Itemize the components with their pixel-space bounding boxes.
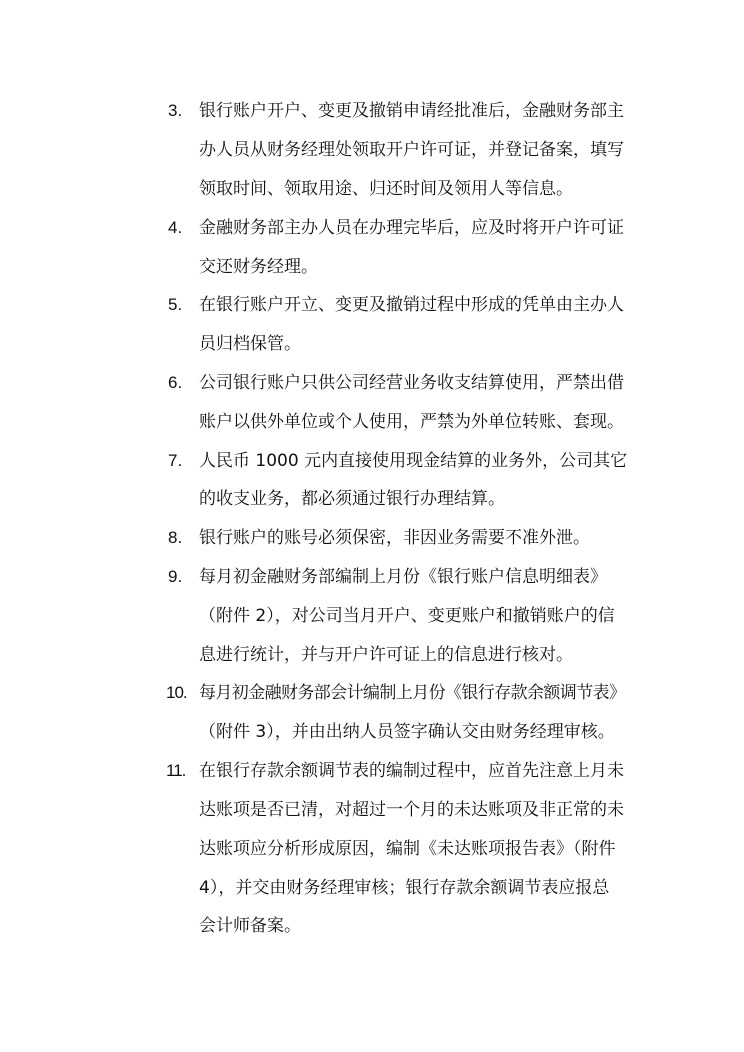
item-line: 会计师备案。	[199, 916, 301, 936]
item-number: 4.	[168, 218, 183, 237]
item-number: 8.	[168, 528, 183, 547]
item-line: 账户以供外单位或个人使用，严禁为外单位转账、套现。	[199, 412, 624, 432]
item-number: 7.	[168, 451, 183, 470]
item-line: 银行账户的账号必须保密，非因业务需要不准外泄。	[199, 528, 590, 548]
item-line: 息进行统计，并与开户许可证上的信息进行核对。	[199, 645, 573, 665]
item-line: 在银行账户开立、变更及撤销过程中形成的凭单由主办人	[199, 295, 624, 315]
item-number: 5.	[168, 295, 183, 314]
item-line: 人民币 1000 元内直接使用现金结算的业务外，公司其它	[199, 451, 628, 471]
item-line: 办人员从财务经理处领取开户许可证，并登记备案，填写	[199, 140, 624, 160]
item-line: 领取时间、领取用途、归还时间及领用人等信息。	[199, 179, 573, 199]
item-line: 公司银行账户只供公司经营业务收支结算使用，严禁出借	[199, 373, 624, 393]
item-line: （附件 3），并由出纳人员签字确认交由财务经理审核。	[199, 722, 615, 742]
item-line: （附件 2），对公司当月开户、变更账户和撤销账户的信	[199, 606, 615, 626]
item-line: 4），并交由财务经理审核；银行存款余额调节表应报总	[199, 878, 610, 898]
item-line: 在银行存款余额调节表的编制过程中，应首先注意上月未	[199, 761, 624, 781]
item-number: 9.	[168, 567, 183, 586]
item-line: 交还财务经理。	[199, 257, 318, 277]
item-line: 每月初金融财务部编制上月份《银行账户信息明细表》	[199, 567, 607, 587]
item-number: 3.	[168, 101, 183, 120]
item-line: 达账项是否已清，对超过一个月的未达账项及非正常的未	[199, 800, 624, 820]
item-line: 金融财务部主办人员在办理完毕后，应及时将开户许可证	[199, 218, 624, 238]
item-line: 员归档保管。	[199, 334, 301, 354]
item-line: 银行账户开户、变更及撤销申请经批准后，金融财务部主	[199, 101, 624, 121]
item-line: 的收支业务，都必须通过银行办理结算。	[199, 489, 505, 509]
item-number: 6.	[168, 373, 183, 392]
item-line: 每月初金融财务部会计编制上月份《银行存款余额调节表》	[199, 683, 626, 703]
item-number: 11.	[166, 761, 186, 780]
item-number: 10.	[166, 683, 187, 702]
item-line: 达账项应分析形成原因，编制《未达账项报告表》（附件	[199, 839, 616, 859]
